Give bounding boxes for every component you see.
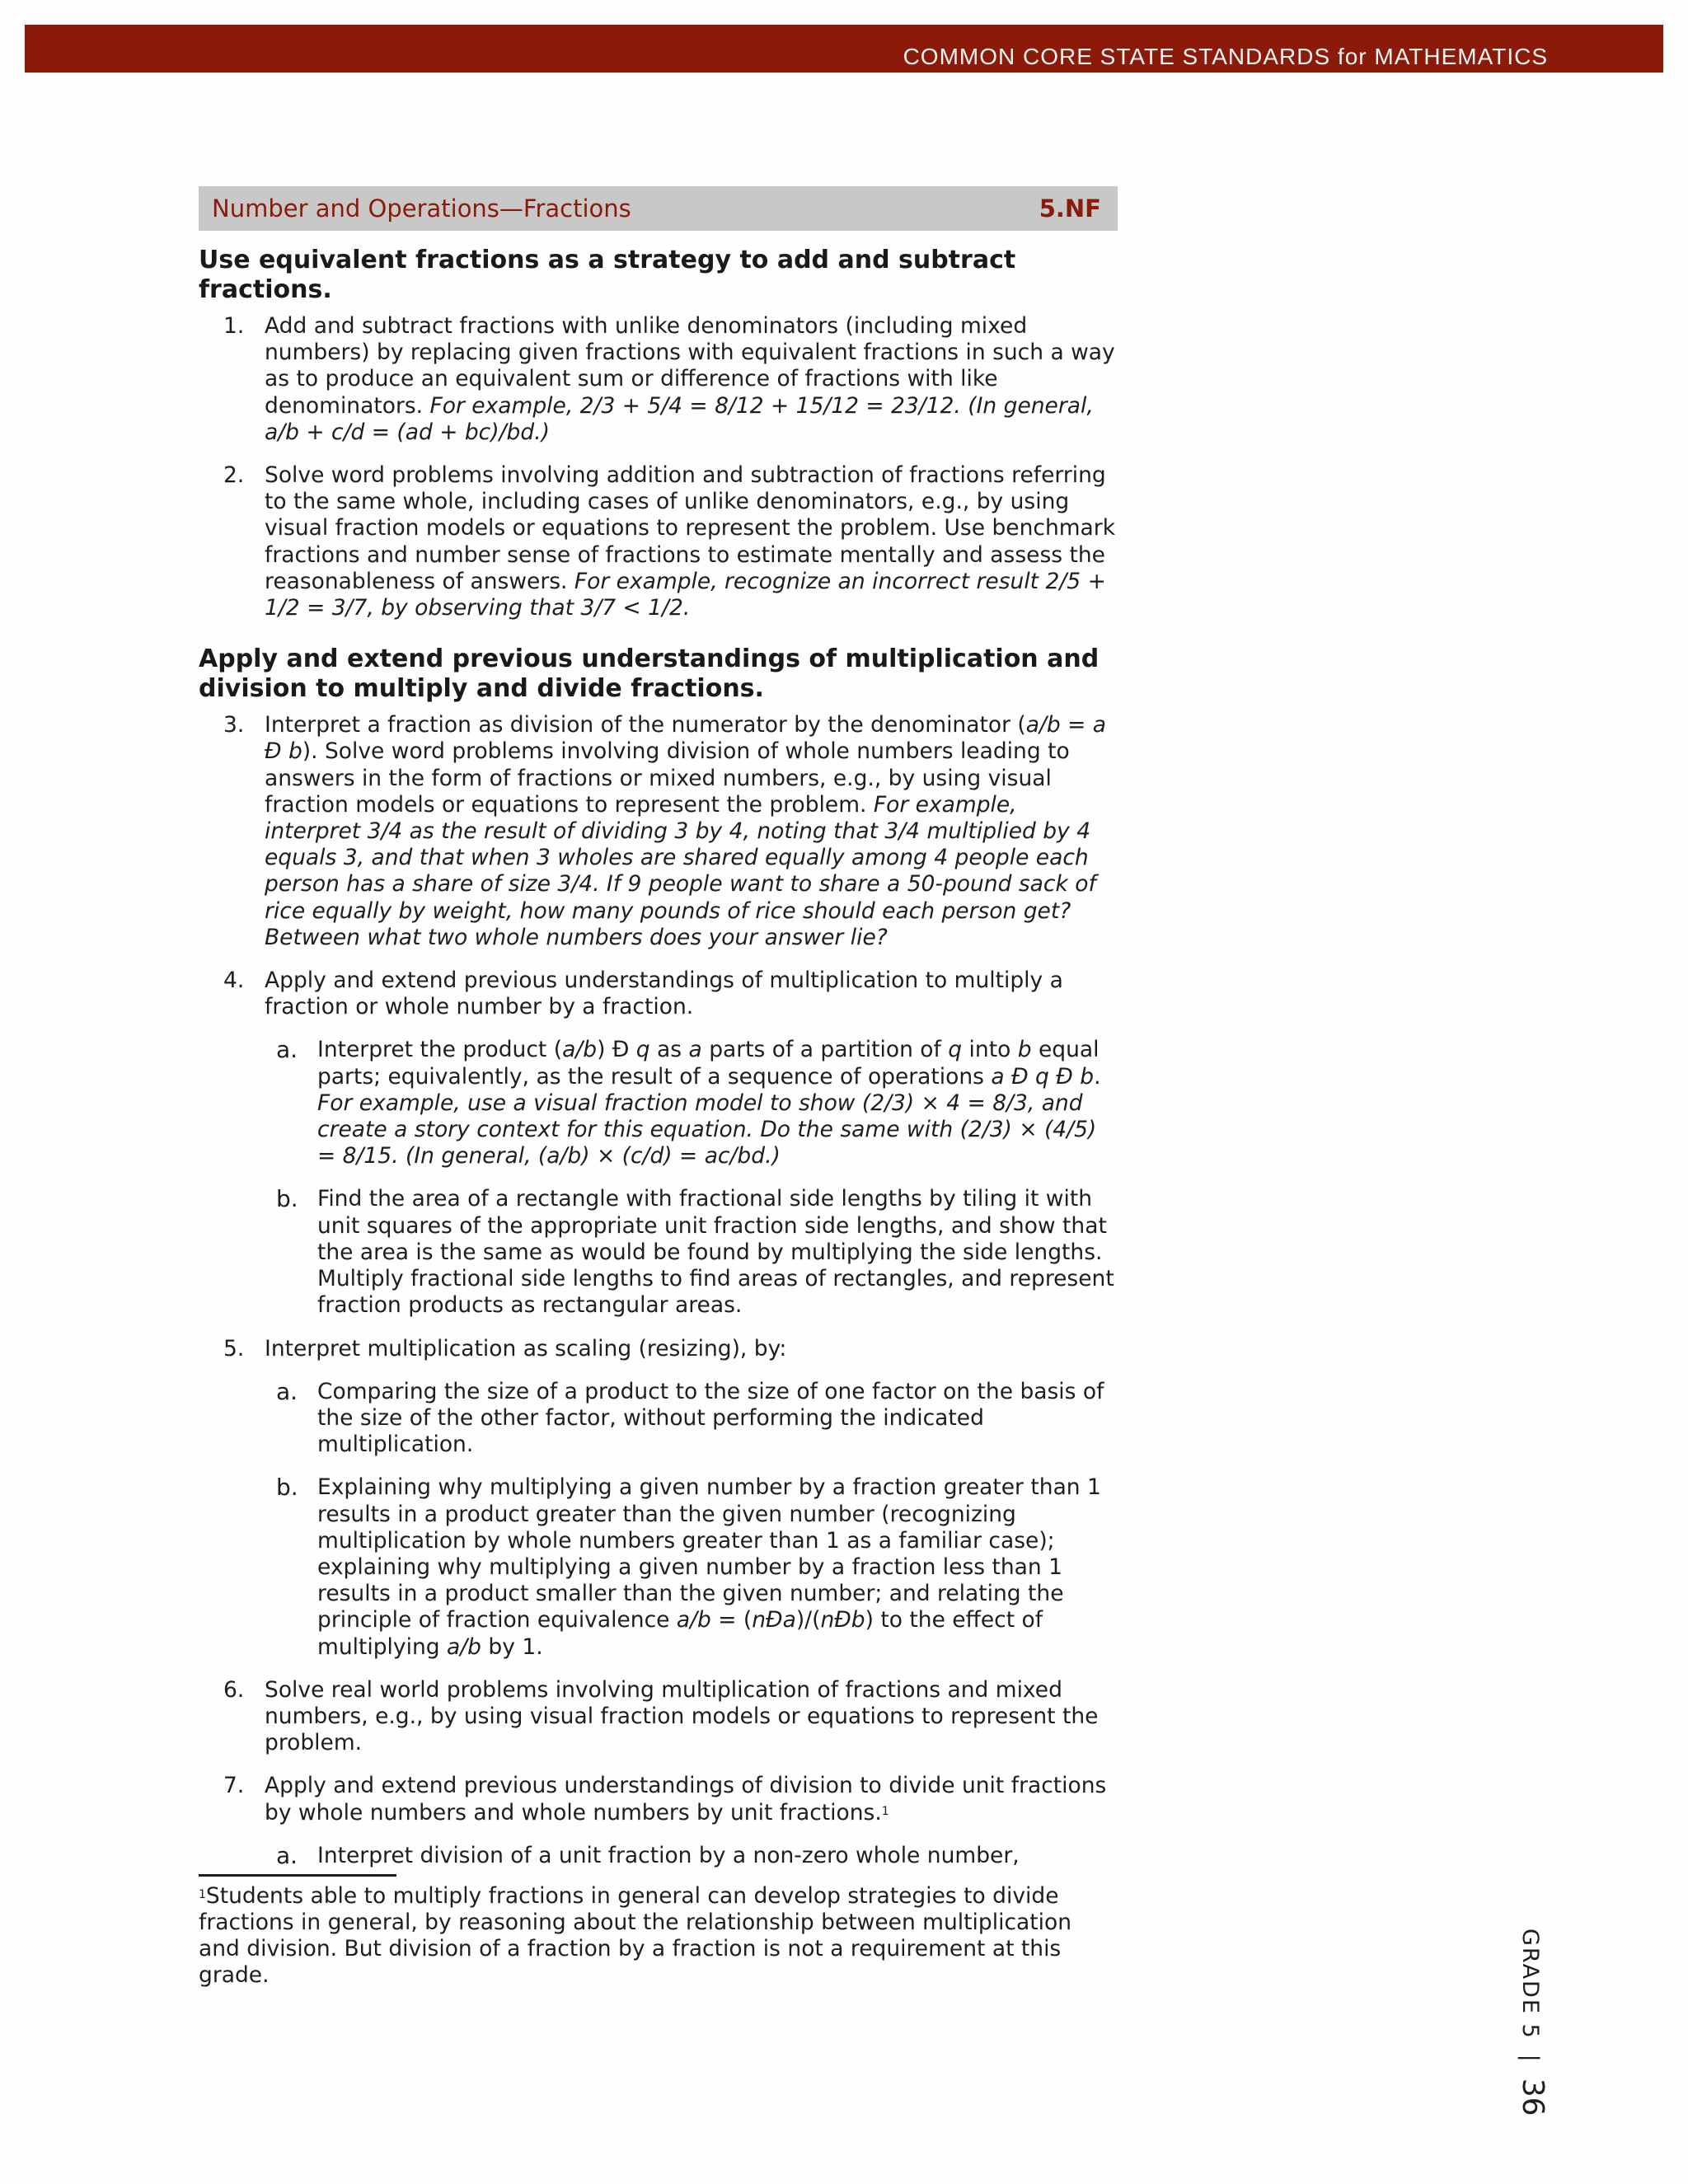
- standard-2: [199, 462, 1118, 621]
- math-expression: nÐb: [820, 1607, 865, 1633]
- sub-letter: b.: [276, 1474, 298, 1502]
- standard-text: Add and subtract fractions with unlike denominators (including mixed numbers) by replacing given fractions with equivalent fractions in such a way as to produce an equivalent sum or difference of fractions with like denominators.: [265, 313, 1115, 419]
- standard-example: For example, 2/3 + 5/4 = 8/12 + 15/12 = 23/12. (In general, a/b + c/d = (ad + bc)/bd.): [265, 392, 1094, 445]
- sub-letter: b.: [276, 1185, 298, 1213]
- standard-number: 5.: [223, 1335, 245, 1361]
- standard-text: Apply and extend previous understandings of multiplication to multiply a fraction or whole number by a fraction.: [265, 968, 1063, 1020]
- standard-3: [199, 712, 1118, 951]
- cluster-heading: Apply and extend previous understandings of multiplication and division to multiply and divide fractions.: [199, 644, 1100, 704]
- math-expression: q: [635, 1037, 650, 1063]
- standard-example: For example, recognize an incorrect result 2/5 + 1/2 = 3/7, by observing that 3/7 < 1/2.: [265, 568, 1106, 621]
- header-title: COMMON CORE STATE STANDARDS for MATHEMATICS: [903, 44, 1548, 69]
- standard-7: [199, 1773, 1118, 1825]
- text-run: )/(: [795, 1607, 821, 1633]
- domain-banner: [199, 186, 1118, 231]
- text-run: = (: [710, 1607, 753, 1633]
- separator: |: [1517, 2054, 1543, 2064]
- page-marker: [1516, 1929, 1550, 2116]
- footnote-text: Students able to multiply fractions in general can develop strategies to divide fractions in general, by reasoning about the relationship between multiplication and division. But division of a fraction by a fraction is not a requirement at this grade.: [199, 1882, 1072, 1989]
- text-run: ) Ð: [597, 1037, 636, 1063]
- standard-text: Comparing the size of a product to the size of one factor on the basis of the size of the other factor, without performing the indicated multiplication.: [317, 1378, 1104, 1458]
- standard-4a: [199, 1037, 1118, 1169]
- text-run: .: [1094, 1063, 1101, 1090]
- math-expression: a: [688, 1037, 702, 1063]
- text-run: as: [649, 1037, 689, 1063]
- standard-text: Solve real world problems involving multiplication of fractions and mixed numbers, e.g., by using visual fraction models or equations to represent the problem.: [265, 1676, 1099, 1756]
- standard-text: Apply and extend previous understandings of division to divide unit fractions by whole numbers and whole numbers by unit fractions.: [265, 1773, 1107, 1825]
- standard-4b: [199, 1186, 1118, 1319]
- standard-1: [199, 313, 1118, 446]
- standard-text: Solve word problems involving addition and subtraction of fractions referring to the same whole, including cases of unlike denominators, e.g., by using visual fraction models or equations to represent the problem. Use benchmark fractions and number sense of fractions to estimate mentally and assess the reasonableness of answers.: [265, 462, 1116, 594]
- footnote: [199, 1883, 1118, 1990]
- math-expression: a/b: [562, 1037, 598, 1063]
- text-run: Explaining why multiplying a given number by a fraction greater than 1 results in a product greater than the given number (recognizing multiplication by whole numbers greater than 1 as a familiar case); explaining why multiplying a given number by a fraction less than 1 results in a product smaller than the given number; and relating the principle of fraction equivalence: [317, 1474, 1101, 1633]
- standard-number: 3.: [223, 712, 245, 738]
- domain-code: 5.NF: [1039, 194, 1101, 223]
- standard-text: Interpret a fraction as division of the numerator by the denominator (: [265, 712, 1026, 738]
- sub-letter: a.: [276, 1036, 298, 1064]
- standard-text: Find the area of a rectangle with fractional side lengths by tiling it with unit squares of the appropriate unit fraction side lengths, and show that the area is the same as would be found by multiplying the side lengths. Multiply fractional side lengths to find areas of rectangles, and represent fraction products as rectangular areas.: [317, 1186, 1114, 1319]
- text-run: Interpret the product (: [317, 1037, 563, 1063]
- domain-title: Number and Operations—Fractions: [212, 194, 631, 223]
- standard-number: 1.: [223, 313, 245, 339]
- grade-label: GRADE 5: [1517, 1929, 1543, 2040]
- standard-7a: [199, 1843, 1118, 1868]
- footnote-reference: 1: [881, 1804, 889, 1818]
- standard-5a: [199, 1379, 1118, 1459]
- standard-text: Interpret division of a unit fraction by a non-zero whole number,: [317, 1842, 1020, 1868]
- math-expression: a/b: [447, 1633, 481, 1660]
- text-run: ) to the effect of multiplying: [317, 1607, 1043, 1660]
- standard-example: For example, use a visual fraction model to show (2/3) × 4 = 8/3, and create a story context for this equation. Do the same with (2/3) × (4/5) = 8/15. (In general, (a/b) × (c/d) = ac/bd.): [317, 1090, 1097, 1169]
- math-expression: a/b = a Ð b: [265, 712, 1107, 765]
- page-number: 36: [1516, 2078, 1550, 2116]
- standard-5b: [199, 1474, 1118, 1660]
- standard-example: For example, interpret 3/4 as the result of dividing 3 by 4, noting that 3/4 multiplied by 4 equals 3, and that when 3 wholes are shared equally among 4 people each person has a share of size 3/4. If 9 people want to share a 50-pound sack of rice equally by weight, how many pounds of rice should each person get? Between what two whole numbers does your answer lie?: [265, 791, 1096, 950]
- cluster-heading: Use equivalent fractions as a strategy to add and subtract fractions.: [199, 246, 1016, 304]
- standard-number: 7.: [223, 1773, 245, 1799]
- text-run: parts of a partition of: [701, 1037, 949, 1063]
- standard-number: 4.: [223, 968, 245, 994]
- sub-letter: a.: [276, 1842, 298, 1868]
- math-expression: b: [1017, 1037, 1032, 1063]
- sub-letter: a.: [276, 1377, 298, 1405]
- footnote-divider: [199, 1874, 396, 1877]
- page-content: [199, 186, 1118, 1990]
- footnote-mark: 1: [199, 1887, 206, 1901]
- standard-6: [199, 1677, 1118, 1757]
- standard-number: 2.: [223, 462, 245, 489]
- math-expression: a/b: [676, 1607, 711, 1633]
- standard-text: Interpret multiplication as scaling (resizing), by:: [265, 1335, 787, 1361]
- math-expression: q: [948, 1037, 963, 1063]
- standard-text: ). Solve word problems involving division of whole numbers leading to answers in the form of fractions or mixed numbers, e.g., by using visual fraction models or equations to represent the problem.: [265, 738, 1070, 818]
- standard-4: [199, 968, 1118, 1020]
- math-expression: a Ð q Ð b: [991, 1063, 1095, 1090]
- text-run: equal parts; equivalently, as the result of a sequence of operations: [317, 1037, 1100, 1090]
- standard-5: [199, 1336, 1118, 1362]
- text-run: by 1.: [481, 1633, 543, 1660]
- header-bar: [25, 25, 1663, 73]
- standard-number: 6.: [223, 1676, 245, 1703]
- text-run: into: [962, 1037, 1018, 1063]
- math-expression: nÐa: [752, 1607, 796, 1633]
